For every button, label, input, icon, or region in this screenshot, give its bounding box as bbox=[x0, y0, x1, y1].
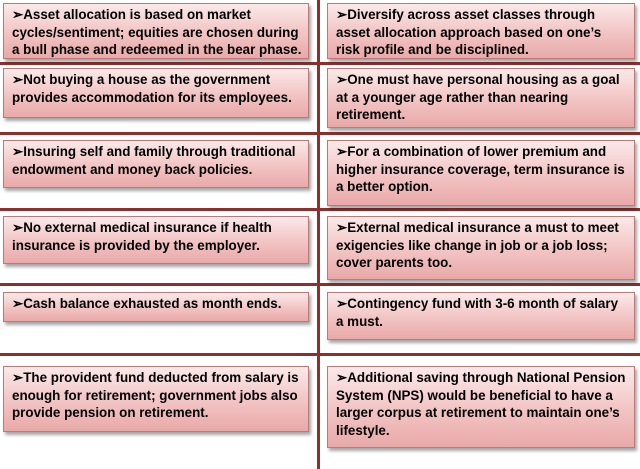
bullet-arrow-icon: ➢ bbox=[12, 72, 24, 87]
fact-text: Contingency fund with 3-6 month of salary a must. bbox=[336, 296, 619, 329]
row-divider bbox=[0, 62, 640, 65]
myth-text: Not buying a house as the government provides accommodation for its employees. bbox=[12, 72, 292, 105]
row-divider bbox=[0, 283, 640, 286]
bullet-arrow-icon: ➢ bbox=[12, 370, 24, 385]
bullet-arrow-icon: ➢ bbox=[336, 370, 348, 385]
fact-text: Additional saving through National Pension System (NPS) would be beneficial to have a larger corpus at retirement to maintain one’s lifestyle. bbox=[336, 370, 626, 438]
myth-text: Asset allocation is based on market cycles/sentiment; equities are chosen during a bull phase and redeemed in the bear phase. bbox=[12, 7, 302, 57]
row-divider bbox=[0, 353, 640, 356]
bullet-arrow-icon: ➢ bbox=[336, 7, 348, 22]
bullet-arrow-icon: ➢ bbox=[336, 144, 348, 159]
bullet-arrow-icon: ➢ bbox=[12, 144, 24, 159]
myth-text: Insuring self and family through traditional endowment and money back policies. bbox=[12, 144, 296, 177]
myth-box-2 bbox=[3, 68, 309, 118]
fact-box-5 bbox=[327, 292, 635, 340]
myth-box-3 bbox=[3, 140, 309, 188]
fact-box-3 bbox=[327, 140, 635, 206]
bullet-arrow-icon: ➢ bbox=[12, 296, 24, 311]
myth-text: Cash balance exhausted as month ends. bbox=[23, 296, 282, 311]
bullet-arrow-icon: ➢ bbox=[336, 296, 348, 311]
bullet-arrow-icon: ➢ bbox=[336, 72, 348, 87]
fact-box-4 bbox=[327, 216, 635, 280]
myth-box-1 bbox=[3, 3, 309, 59]
bullet-arrow-icon: ➢ bbox=[336, 220, 348, 235]
myth-text: The provident fund deducted from salary is enough for retirement; government jobs also provide pension on retirement. bbox=[12, 370, 299, 420]
row-divider bbox=[0, 208, 640, 211]
myth-text: No external medical insurance if health insurance is provided by the employer. bbox=[12, 220, 272, 253]
myth-box-6 bbox=[3, 366, 309, 432]
myth-box-5 bbox=[3, 292, 309, 322]
fact-text: One must have personal housing as a goal at a younger age rather than nearing retirement. bbox=[336, 72, 620, 122]
column-divider bbox=[317, 0, 320, 469]
fact-box-6 bbox=[327, 366, 635, 448]
fact-box-2 bbox=[327, 68, 635, 128]
bullet-arrow-icon: ➢ bbox=[12, 7, 24, 22]
fact-text: For a combination of lower premium and higher insurance coverage, term insurance is a better option. bbox=[336, 144, 625, 194]
row-divider bbox=[0, 132, 640, 135]
fact-text: External medical insurance a must to meet exigencies like change in job or a job loss; cover parents too. bbox=[336, 220, 619, 270]
myth-box-4 bbox=[3, 216, 309, 264]
bullet-arrow-icon: ➢ bbox=[12, 220, 24, 235]
fact-text: Diversify across asset classes through asset allocation approach based on one’s risk profile and be disciplined. bbox=[336, 7, 602, 57]
fact-box-1 bbox=[327, 3, 635, 59]
